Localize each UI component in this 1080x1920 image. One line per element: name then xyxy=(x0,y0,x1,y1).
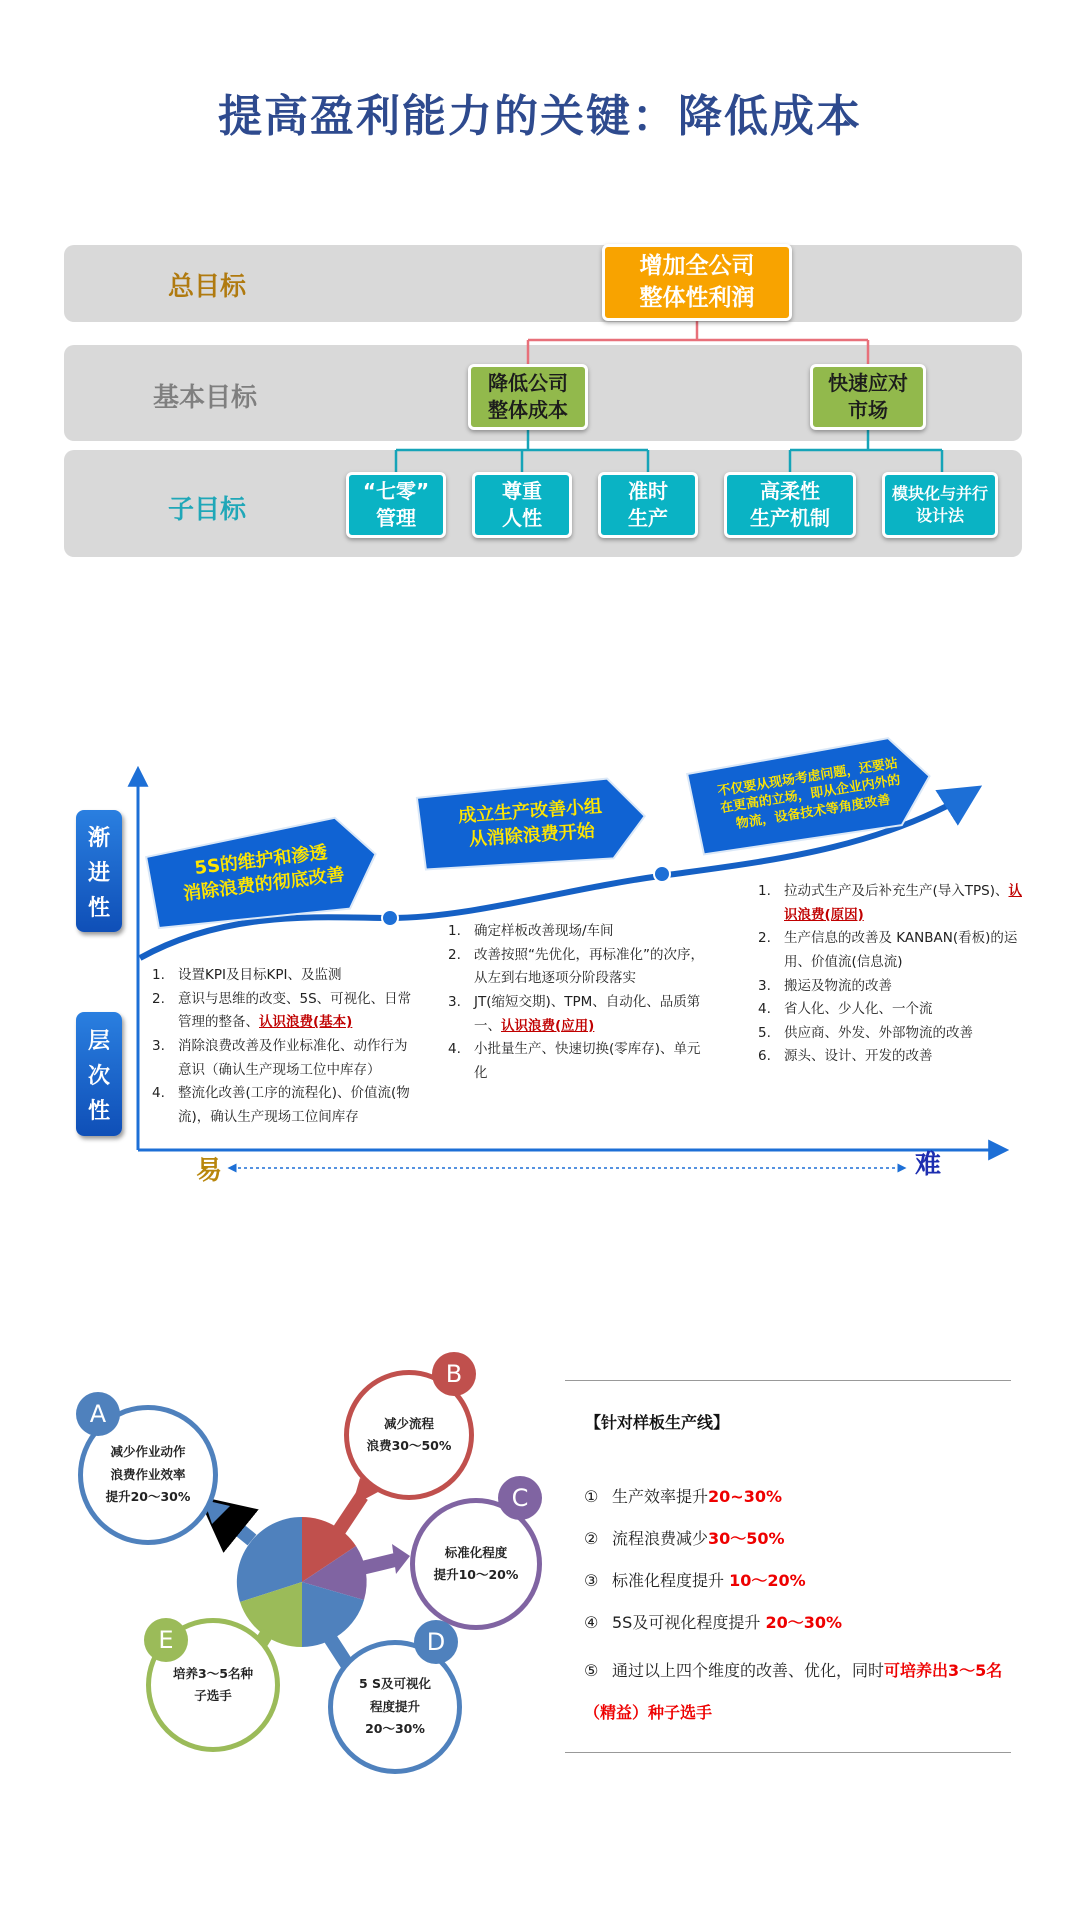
goal-item: ④ 5S及可视化程度提升 20～30% xyxy=(584,1613,843,1632)
step-item: 6. 源头、设计、开发的改善 xyxy=(758,1048,933,1065)
stage-2-steps xyxy=(448,920,710,1085)
step-item: 3. 搬运及物流的改善 xyxy=(758,977,892,994)
petal-b: 减少流程 浪费30～50% xyxy=(344,1370,474,1500)
node-seven-zero: “七零” 管理 xyxy=(346,472,446,538)
goal-item: ⑤ 通过以上四个维度的改善、优化，同时可培养出3～5名（精益）种子选手 xyxy=(584,1661,1003,1722)
step-item: 4. 小批量生产、快速切换(零库存)、单元化 xyxy=(448,1041,701,1081)
petal-c-letter: C xyxy=(498,1476,542,1520)
stage-2-banner: 成立生产改善小组 从消除浪费开始 xyxy=(412,772,650,876)
step-item: 3. 消除浪费改善及作业标准化、动作行为意识（确认生产现场工位中库存） xyxy=(152,1037,408,1078)
goal-item: ① 生产效率提升20~30% xyxy=(584,1487,782,1506)
step-item: 2. 意识与思维的改变、5S、可视化、日常管理的整备、认识浪费(基本) xyxy=(152,990,412,1031)
petal-e: 培养3～5名种 子选手 xyxy=(146,1618,280,1752)
node-flexible-production: 高柔性 生产机制 xyxy=(724,472,856,538)
step-item: 1. 拉动式生产及后补充生产(导入TPS)、认识浪费(原因) xyxy=(758,883,1022,923)
stage-1-banner: 5S的维护和渗透 消除浪费的彻底改善 xyxy=(140,809,385,937)
step-item: 4. 整流化改善(工序的流程化)、价值流(物流)，确认生产现场工位间库存 xyxy=(152,1085,410,1125)
step-item: 2. 生产信息的改善及 KANBAN(看板)的运用、价值流(信息流) xyxy=(758,930,1018,970)
petal-e-letter: E xyxy=(144,1618,188,1662)
level-label-sub: 子目标 xyxy=(168,495,247,525)
stage-3-banner: 不仅要从现场考虑问题，还要站 在更高的立场，即从企业内外的 物流，设备技术等角度改善 xyxy=(682,728,939,861)
step-item: 1. 设置KPI及目标KPI、及监测 xyxy=(152,967,342,983)
petal-b-letter: B xyxy=(432,1352,476,1396)
petal-d-letter: D xyxy=(414,1620,458,1664)
tag-hierarchical: 层 次 性 xyxy=(76,1012,122,1136)
level-label-basic: 基本目标 xyxy=(153,383,258,413)
goal-item: ② 流程浪费减少30～50% xyxy=(584,1529,785,1548)
divider-bottom xyxy=(565,1752,1011,1753)
node-respect-people: 尊重 人性 xyxy=(472,472,572,538)
highlight-recognize-waste: 认识浪费(基本) xyxy=(259,1014,353,1031)
tag-progressive: 渐 进 性 xyxy=(76,810,122,932)
step-item: 4. 省人化、少人化、一个流 xyxy=(758,1001,933,1018)
goal-item: ③ 标准化程度提升 10～20% xyxy=(584,1571,806,1590)
stage-1-steps xyxy=(152,964,420,1129)
step-item: 2. 改善按照“先优化，再标准化”的次序，从左到右地逐项分阶段落实 xyxy=(448,946,704,987)
petal-c: 标准化程度 提升10～20% xyxy=(410,1498,542,1630)
label-easy: 易 xyxy=(196,1156,223,1186)
goals-heading: 【针对样板生产线】 xyxy=(585,1413,730,1432)
node-respond-market: 快速应对 市场 xyxy=(810,364,926,430)
page-title: 提高盈利能力的关键：降低成本 xyxy=(218,91,862,142)
node-just-in-time: 准时 生产 xyxy=(598,472,698,538)
node-reduce-cost: 降低公司 整体成本 xyxy=(468,364,588,430)
node-modular-design: 模块化与并行 设计法 xyxy=(882,472,998,538)
divider-top xyxy=(565,1380,1011,1381)
step-item: 5. 供应商、外发、外部物流的改善 xyxy=(758,1024,973,1041)
highlight-recognize-waste: 认识浪费(应用) xyxy=(501,1017,595,1034)
label-hard: 难 xyxy=(915,1150,942,1180)
node-overall-goal: 增加全公司 整体性利润 xyxy=(602,244,792,321)
level-label-overall: 总目标 xyxy=(168,272,247,302)
petal-a: 减少作业动作 浪费作业效率 提升20～30% xyxy=(78,1405,218,1545)
highlight-recognize-waste: 认识浪费(原因) xyxy=(784,883,1022,923)
petal-d: 5 S及可视化 程度提升 20～30% xyxy=(328,1640,462,1774)
stage-3-steps xyxy=(758,880,1028,1069)
step-item: 3. JT(缩短交期)、TPM、自动化、品质第一、认识浪费(应用) xyxy=(448,993,701,1034)
petal-a-letter: A xyxy=(76,1392,120,1436)
step-item: 1. 确定样板改善现场/车间 xyxy=(448,923,614,939)
